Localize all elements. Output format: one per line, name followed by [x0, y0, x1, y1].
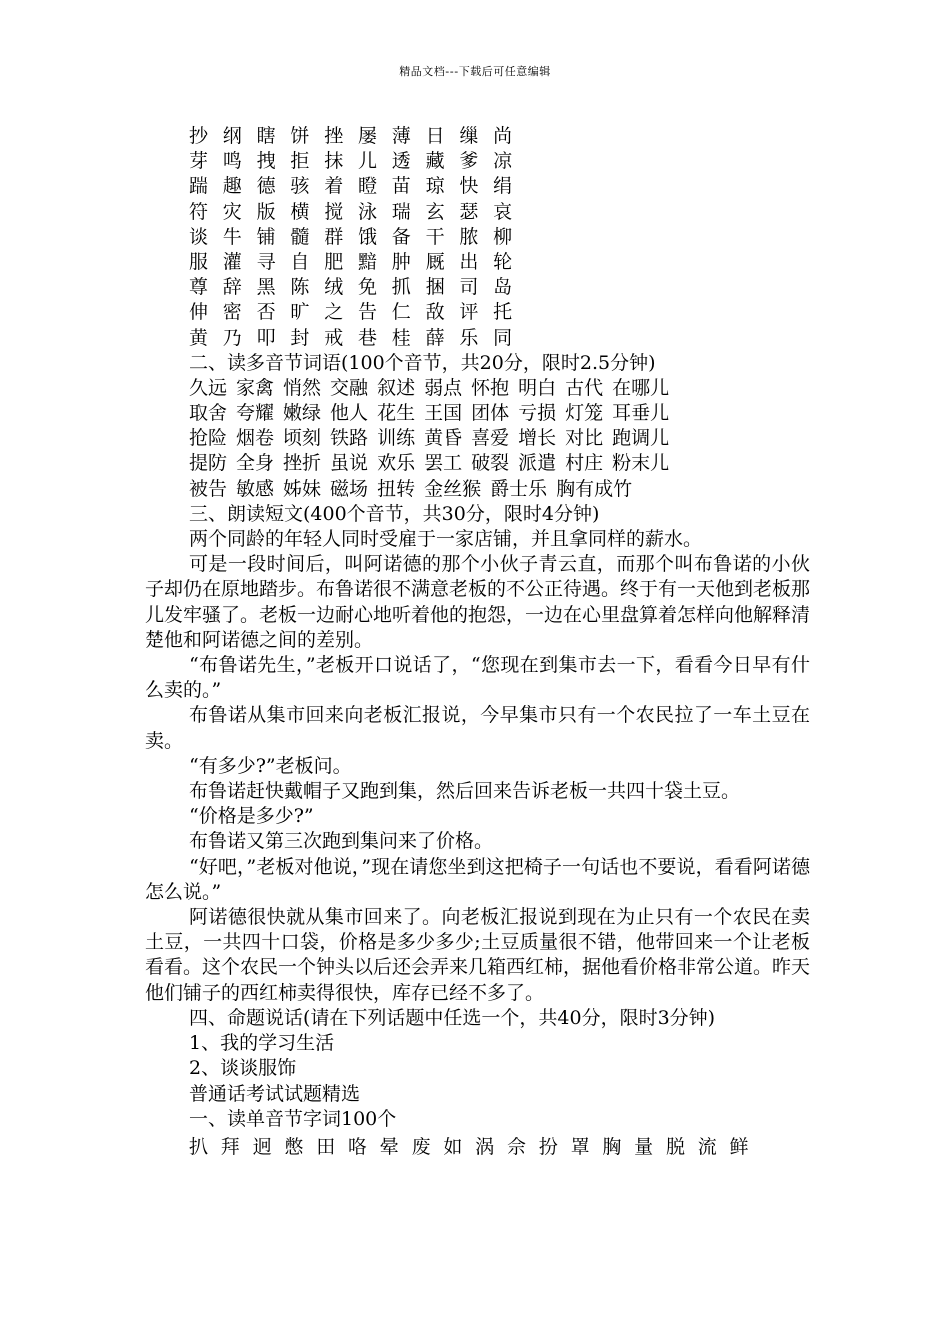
word-cell: 他人 [330, 402, 369, 425]
char-cell: 轮 [493, 250, 513, 273]
char-cell: 肥 [324, 250, 344, 273]
char-cell: 铺 [256, 225, 276, 248]
char-cell: 巷 [357, 326, 377, 349]
char-cell: 日 [425, 125, 445, 147]
char-cell: 纲 [222, 125, 242, 147]
word-cell: 家禽 [236, 376, 275, 399]
char-row [145, 225, 810, 250]
char-cell: 灾 [222, 200, 242, 223]
char-cell: 出 [459, 250, 479, 273]
char-cell: 厩 [425, 250, 445, 273]
char-cell: 伸 [189, 301, 209, 324]
word-cell: 王国 [424, 402, 463, 425]
word-cell: 跑调儿 [612, 427, 670, 450]
char-cell: 爹 [459, 150, 479, 173]
char-cell: 拒 [290, 150, 310, 173]
passage-paragraph: 布鲁诺赶快戴帽子又跑到集，然后回来告诉老板一共四十袋土豆。 [189, 780, 741, 803]
word-cell: 姊妹 [283, 477, 322, 500]
char-cell: 牛 [222, 225, 242, 248]
passage-paragraph: 阿诺德很快就从集市回来了。向老板汇报说到现在为止只有一个农民在卖土豆，一共四十口袋，价格是多少多少;土豆质量很不错，他带回来一个让老板看看。这个农民一个钟头以后还会弄来几箱西红柿，据他看价格非常公道。昨天他们铺子的西红柿卖得很快，库存已经不多了。 [145, 906, 811, 1004]
char-cell: 敌 [425, 301, 445, 324]
char-cell: 迥 [252, 1135, 272, 1158]
passage-paragraph: “有多少?”老板问。 [189, 754, 352, 777]
passage-paragraph: 布鲁诺从集市回来向老板汇报说，今早集市只有一个农民拉了一车土豆在卖。 [145, 704, 810, 752]
char-cell: 司 [459, 276, 479, 299]
char-cell: 饼 [290, 125, 310, 147]
word-cell: 团体 [471, 402, 510, 425]
word-cell: 磁场 [330, 477, 369, 500]
reading-passage [145, 527, 810, 1006]
word-cell: 喜爱 [471, 427, 510, 450]
char-cell: 废 [411, 1135, 431, 1158]
passage-paragraph: 布鲁诺又第三次跑到集问来了价格。 [189, 830, 494, 853]
passage-paragraph: “价格是多少?” [189, 805, 314, 828]
char-cell: 托 [493, 301, 513, 324]
word-cell: 铁路 [330, 427, 369, 450]
word-cell: 村庄 [565, 452, 604, 475]
char-cell: 咯 [347, 1135, 367, 1158]
char-cell: 扮 [538, 1135, 558, 1158]
word-cell: 被告 [189, 477, 228, 500]
char-cell: 鲜 [729, 1135, 749, 1158]
word-cell: 胸有成竹 [556, 477, 633, 500]
word-cell: 取舍 [189, 402, 228, 425]
page-header: 精品文档---下载后可任意编辑 [399, 65, 551, 78]
char-cell: 儿 [357, 150, 377, 173]
char-cell: 着 [324, 175, 344, 198]
word-cell: 爵士乐 [490, 477, 548, 500]
word-cell: 亏损 [518, 402, 557, 425]
char-cell: 趣 [222, 175, 242, 198]
char-cell: 薛 [425, 326, 445, 349]
passage-paragraph: “好吧，”老板对他说，”现在请您坐到这把椅子一句话也不要说，看看阿诺德怎么说。” [145, 855, 810, 903]
char-cell: 德 [256, 175, 276, 198]
word-cell: 敏感 [236, 477, 275, 500]
word-grid [145, 376, 810, 502]
word-row [145, 451, 810, 476]
char-cell: 肿 [391, 250, 411, 273]
char-row [145, 300, 810, 325]
char-cell: 瑟 [459, 200, 479, 223]
topic-item: 1、我的学习生活 [189, 1032, 335, 1055]
char-cell: 横 [290, 200, 310, 223]
char-cell: 之 [324, 301, 344, 324]
char-cell: 免 [357, 276, 377, 299]
char-cell: 玄 [425, 200, 445, 223]
char-cell: 罩 [570, 1135, 590, 1158]
char-cell: 寻 [256, 250, 276, 273]
section2-title: 二、读多音节词语(100个音节，共20分，限时2.5分钟) [189, 351, 656, 374]
word-cell: 挫折 [283, 452, 322, 475]
char-cell: 琼 [425, 175, 445, 198]
word-cell: 提防 [189, 452, 228, 475]
word-cell: 罢工 [424, 452, 463, 475]
char-cell: 否 [256, 301, 276, 324]
char-cell: 晕 [379, 1135, 399, 1158]
word-cell: 破裂 [471, 452, 510, 475]
char-cell: 群 [324, 225, 344, 248]
char-cell: 拜 [220, 1135, 240, 1158]
word-cell: 灯笼 [565, 402, 604, 425]
word-cell: 明白 [518, 376, 557, 399]
word-cell: 嫩绿 [283, 402, 322, 425]
char-cell: 黄 [189, 326, 209, 349]
char-cell: 芽 [189, 150, 209, 173]
char-cell: 泳 [357, 200, 377, 223]
word-cell: 怀抱 [471, 376, 510, 399]
word-cell: 古代 [565, 376, 604, 399]
char-cell: 旷 [290, 301, 310, 324]
char-cell: 苗 [391, 175, 411, 198]
char-row [145, 200, 810, 225]
word-row [145, 426, 810, 451]
char-row [145, 174, 810, 199]
char-cell: 挫 [324, 125, 344, 147]
passage-paragraph: 可是一段时间后，叫阿诺德的那个小伙子青云直，而那个叫布鲁诺的小伙子却仍在原地踏步。布鲁诺很不满意老板的不公正待遇。终于有一天他到老板那儿发牢骚了。老板一边耐心地听着他的抱怨，一边在心里盘算着怎样向他解释清楚他和阿诺德之间的差别。 [145, 553, 811, 651]
char-cell: 封 [290, 326, 310, 349]
char-cell: 干 [425, 225, 445, 248]
topic-item: 2、谈谈服饰 [189, 1057, 297, 1080]
char-cell: 藏 [425, 150, 445, 173]
char-cell: 柳 [493, 225, 513, 248]
char-cell: 脓 [459, 225, 479, 248]
char-cell: 乐 [459, 326, 479, 349]
char-cell: 岛 [493, 276, 513, 299]
next-section1-title: 一、读单音节字词100个 [189, 1107, 397, 1130]
word-cell: 训练 [377, 427, 416, 450]
word-cell: 悄然 [283, 376, 322, 399]
char-cell: 量 [634, 1135, 654, 1158]
char-cell: 骇 [290, 175, 310, 198]
word-cell: 弱点 [424, 376, 463, 399]
word-cell: 派遣 [518, 452, 557, 475]
char-cell: 胸 [602, 1135, 622, 1158]
char-row [145, 1135, 810, 1160]
word-cell: 全身 [236, 452, 275, 475]
char-cell: 快 [459, 175, 479, 198]
char-cell: 同 [493, 326, 513, 349]
char-cell: 瞪 [357, 175, 377, 198]
char-cell: 憋 [284, 1135, 304, 1158]
char-cell: 桂 [391, 326, 411, 349]
char-cell: 缫 [459, 125, 479, 147]
word-cell: 在哪儿 [612, 376, 670, 399]
char-cell: 如 [443, 1135, 463, 1158]
char-cell: 仁 [391, 301, 411, 324]
word-cell: 对比 [565, 427, 604, 450]
char-cell: 告 [357, 301, 377, 324]
word-cell: 欢乐 [377, 452, 416, 475]
char-cell: 凉 [493, 150, 513, 173]
word-cell: 增长 [518, 427, 557, 450]
char-cell: 瞎 [256, 125, 276, 147]
char-cell: 灌 [222, 250, 242, 273]
word-cell: 抢险 [189, 427, 228, 450]
word-row [145, 376, 810, 401]
word-cell: 黄昏 [424, 427, 463, 450]
section3-title: 三、朗读短文(400个音节，共30分，限时4分钟) [189, 502, 600, 525]
next-title: 普通话考试试题精选 [189, 1082, 361, 1105]
char-cell: 哀 [493, 200, 513, 223]
char-row [145, 124, 810, 149]
word-cell: 粉末儿 [612, 452, 670, 475]
char-cell: 备 [391, 225, 411, 248]
char-cell: 扒 [189, 1135, 209, 1158]
char-cell: 绢 [493, 175, 513, 198]
char-cell: 黯 [357, 250, 377, 273]
char-cell: 捆 [425, 276, 445, 299]
word-cell: 顷刻 [283, 427, 322, 450]
word-cell: 扭转 [377, 477, 416, 500]
section4-title: 四、命题说话(请在下列话题中任选一个，共40分，限时3分钟) [189, 1006, 716, 1029]
char-cell: 佘 [506, 1135, 526, 1158]
char-cell: 搅 [324, 200, 344, 223]
word-cell: 叙述 [377, 376, 416, 399]
char-row [145, 250, 810, 275]
char-cell: 自 [290, 250, 310, 273]
char-cell: 叩 [256, 326, 276, 349]
passage-paragraph: “布鲁诺先生，”老板开口说话了，“您现在到集市去一下，看看今日早有什么卖的。” [145, 654, 810, 702]
char-cell: 服 [189, 250, 209, 273]
word-cell: 久远 [189, 376, 228, 399]
word-cell: 花生 [377, 402, 416, 425]
char-cell: 鸣 [222, 150, 242, 173]
word-cell: 交融 [330, 376, 369, 399]
char-cell: 屡 [357, 125, 377, 147]
char-cell: 流 [697, 1135, 717, 1158]
char-cell: 戒 [324, 326, 344, 349]
char-cell: 辞 [222, 276, 242, 299]
char-cell: 绒 [324, 276, 344, 299]
char-cell: 评 [459, 301, 479, 324]
char-cell: 符 [189, 200, 209, 223]
char-grid [145, 124, 810, 351]
word-cell: 烟卷 [236, 427, 275, 450]
char-cell: 乃 [222, 326, 242, 349]
char-cell: 透 [391, 150, 411, 173]
char-cell: 密 [222, 301, 242, 324]
char-cell: 版 [256, 200, 276, 223]
char-cell: 抓 [391, 276, 411, 299]
char-cell: 拽 [256, 150, 276, 173]
passage-paragraph: 两个同龄的年轻人同时受雇于一家店铺，并且拿同样的薪水。 [189, 528, 703, 551]
char-cell: 涡 [475, 1135, 495, 1158]
char-cell: 田 [316, 1135, 336, 1158]
char-cell: 尚 [493, 125, 513, 147]
char-cell: 踹 [189, 175, 209, 198]
char-cell: 谈 [189, 225, 209, 248]
word-cell: 夸耀 [236, 402, 275, 425]
char-cell: 陈 [290, 276, 310, 299]
word-row [145, 477, 810, 502]
char-cell: 黑 [256, 276, 276, 299]
word-cell: 耳垂儿 [612, 402, 670, 425]
char-cell: 脱 [665, 1135, 685, 1158]
char-cell: 抄 [189, 125, 209, 147]
word-cell: 金丝猴 [424, 477, 482, 500]
document-body [145, 124, 810, 1160]
char-cell: 尊 [189, 276, 209, 299]
char-cell: 瑞 [391, 200, 411, 223]
char-row [145, 275, 810, 300]
char-row [145, 326, 810, 351]
word-cell: 虽说 [330, 452, 369, 475]
word-row [145, 401, 810, 426]
char-cell: 髓 [290, 225, 310, 248]
char-cell: 抹 [324, 150, 344, 173]
char-cell: 饿 [357, 225, 377, 248]
char-cell: 薄 [391, 125, 411, 147]
char-row [145, 149, 810, 174]
